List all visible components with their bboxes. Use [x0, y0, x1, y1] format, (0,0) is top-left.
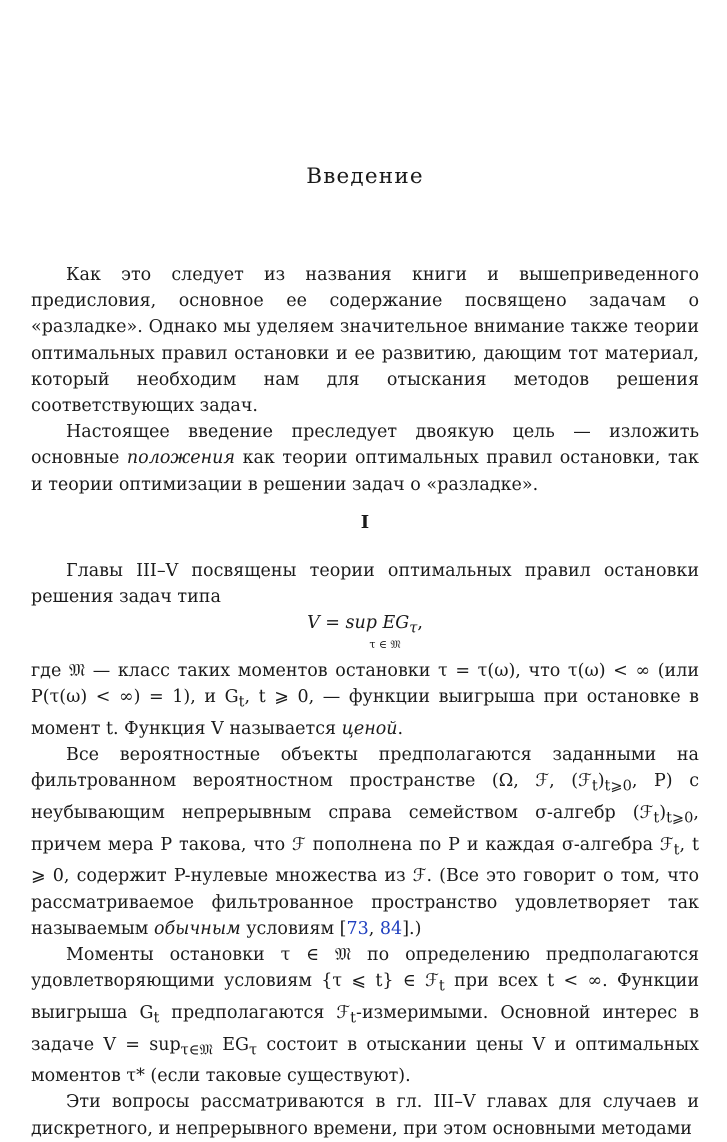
formula-subscript: τ ∈ 𝔐 — [369, 637, 401, 651]
section-paragraph-4: Моменты остановки τ ∈ 𝔐 по определению предполагаются удовлетворяющими условиям {τ ⩽ t} ∈ ℱ$_t$ при всех t < ∞. Функции выигрыша $G_t$ предполагаются ℱ$_t$-измеримыми. Основной интерес в задаче V = sup$_{\tau\in 𝔐}$ $EG_\tau$ состоит в отыскании цены V и оптимальных моментов τ* (если таковые существуют). — [31, 944, 700, 1087]
emphasis-obychnym: обычным — [153, 918, 241, 939]
section-paragraph-2: где 𝔐 — класс таких моментов остановки τ = τ(ω), что τ(ω) < ∞ (или P(τ(ω) < ∞) = 1), и $G_t$, t ⩾ 0, — функции выигрыша при остановке в момент t. Функция V называется ценой. — [31, 660, 700, 739]
section-number: I — [360, 512, 370, 533]
section-paragraph-5: Эти вопросы рассматриваются в гл. III–V главах для случаев и дискретного, и непрерывного времени, при этом основными методами — [31, 1092, 699, 1139]
value-formula: V = sup $EG_\tau$, τ ∈ 𝔐 — [31, 612, 699, 650]
section-paragraph-3: Все вероятностные объекты предполагаются заданными на фильтрованном вероятностном пространстве (Ω, ℱ, $(ℱ_t)_{t⩾0}$, P) с неубывающим непрерывным справа семейством σ-алгебр $(ℱ_t)_{t⩾0}$, причем мера P такова, что ℱ пополнена по P и каждая σ-алгебра ℱ$_t$, t ⩾ 0, содержит P-нулевые множества из ℱ. (Все это говорит о том, что рассматриваемое фильтрованное пространство удовлетворяет так называемым обычным условиям [73, 84].) — [31, 745, 700, 939]
section-paragraph-1: Главы III–V посвящены теории оптимальных правил остановки решения задач типа — [31, 561, 699, 608]
citation-link-73[interactable]: 73 — [346, 918, 369, 939]
intro-text — [31, 262, 699, 498]
intro-paragraph-1: Как это следует из названия книги и вышеприведенного предисловия, основное ее содержание посвящено задачам о «разладке». Однако мы уделяем значительное внимание также теории оптимальных правил остановки и ее развитию, дающим тот материал, который необходим нам для отыскания методов решения соответствующих задач. — [31, 265, 699, 417]
chapter-title: Введение — [306, 164, 424, 190]
emphasis-cena: ценой — [341, 718, 398, 739]
intro-paragraph-2: Настоящее введение преследует двоякую цель — изложить основные положения как теории оптимальных правил остановки, так и теории оптимизации в решении задач о «разладке». — [31, 422, 699, 495]
section-text — [31, 558, 699, 1142]
citation-link-84[interactable]: 84 — [379, 918, 403, 939]
emphasis-polozheniya: положения — [126, 448, 236, 469]
